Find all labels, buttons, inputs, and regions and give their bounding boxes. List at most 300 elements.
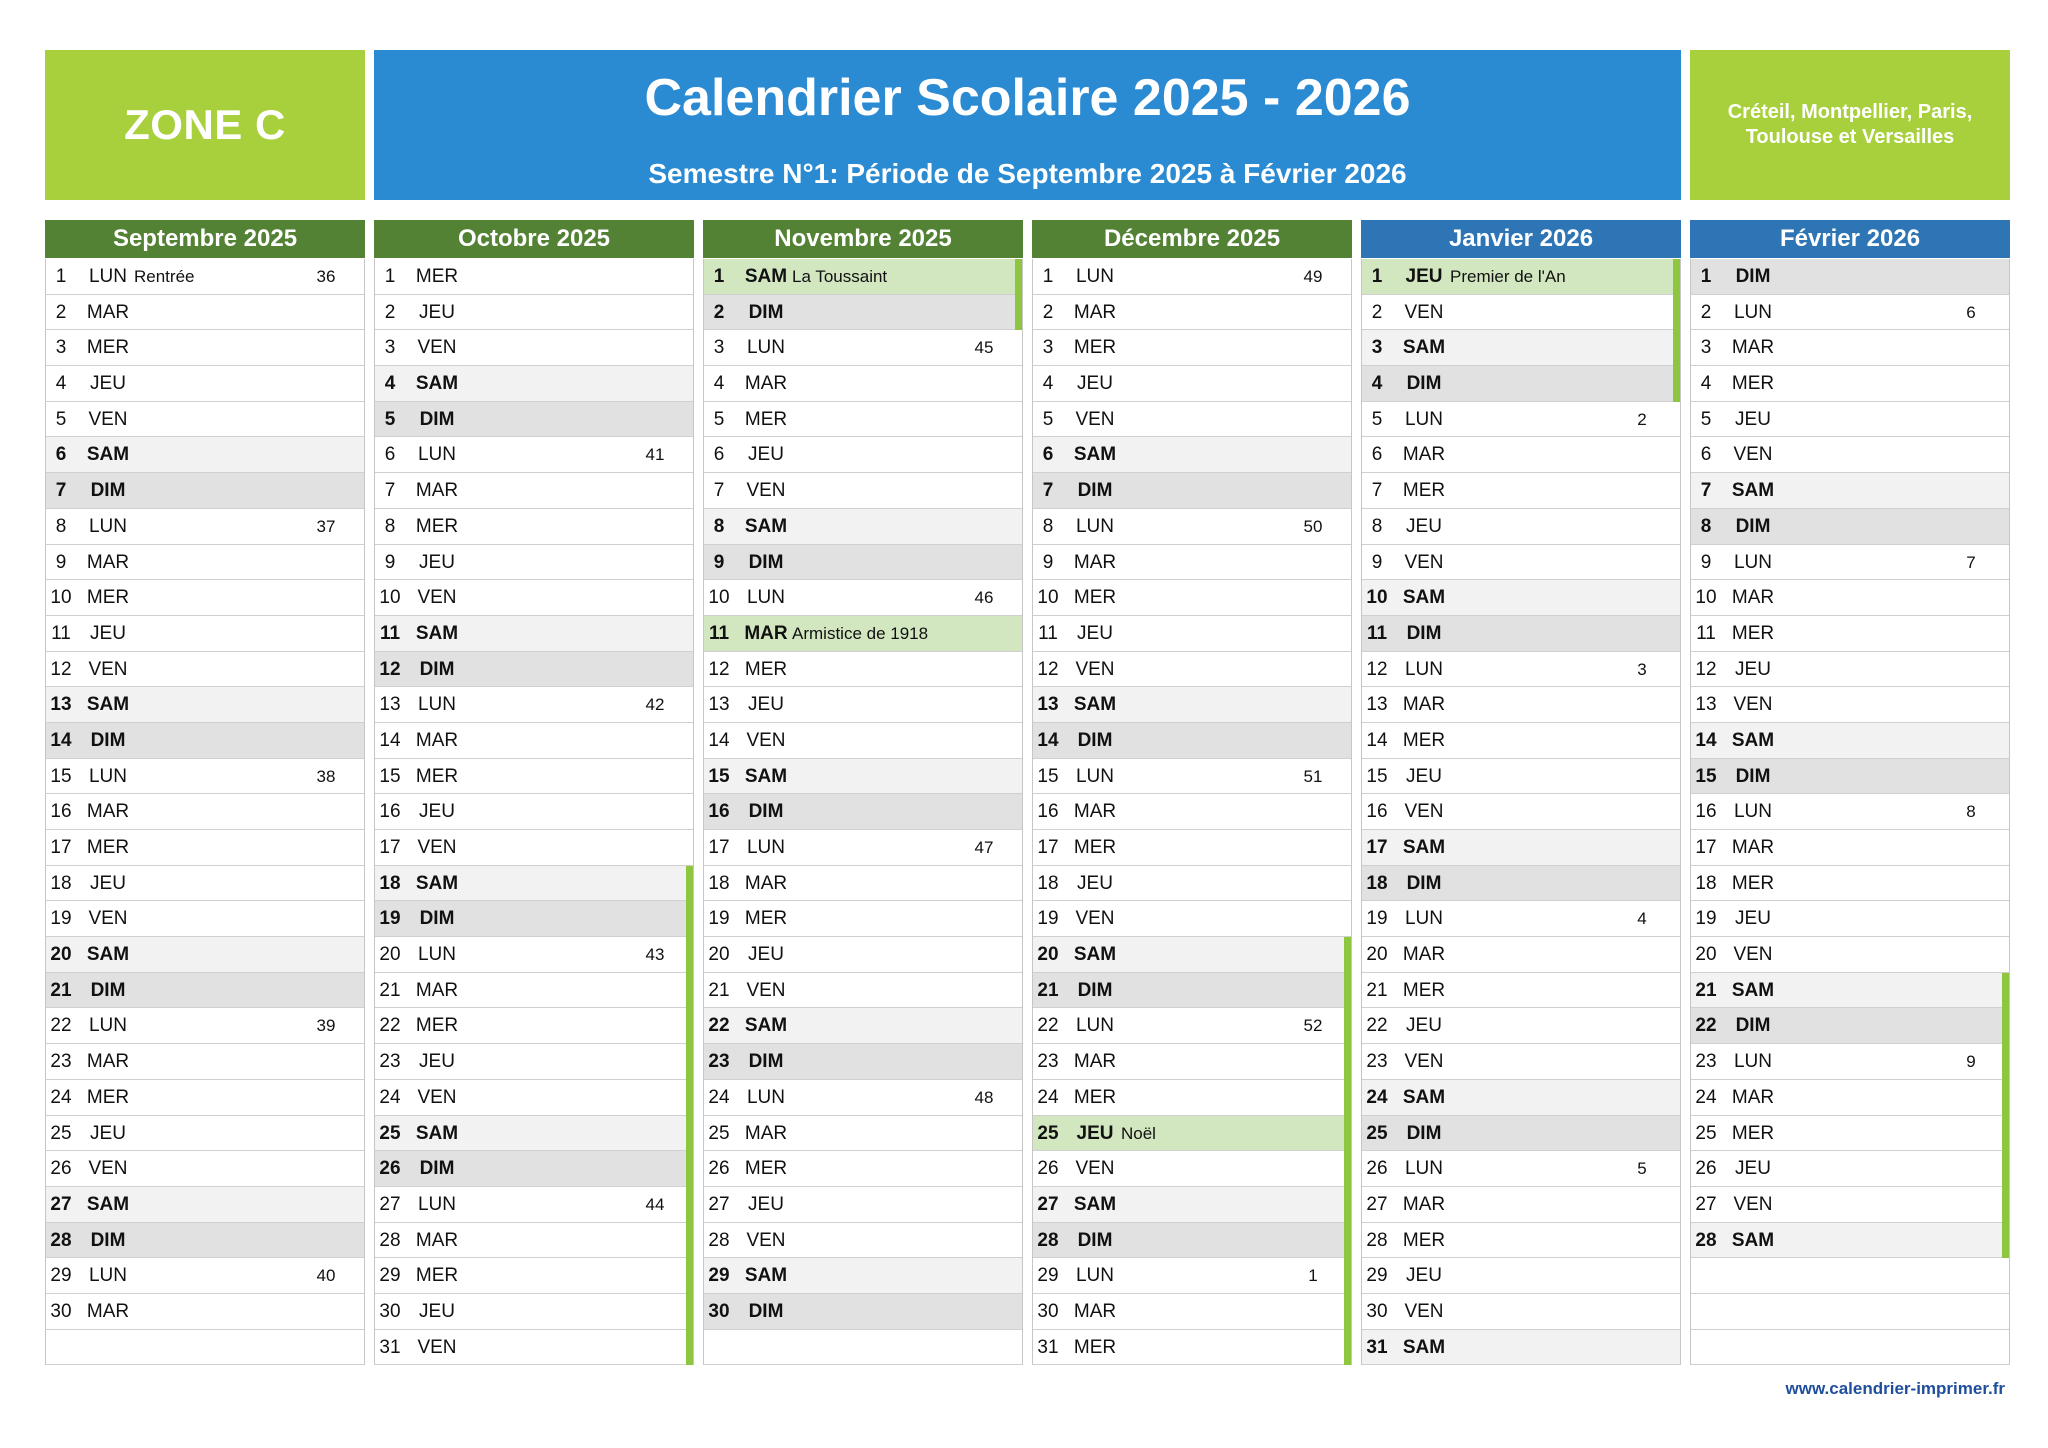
day-row [1362,687,1680,723]
event-label: Rentrée [134,267,195,286]
day-row [1033,1223,1351,1259]
day-number: 30 [708,1300,730,1322]
day-number: 18 [708,872,730,894]
day-row [704,509,1022,545]
day-name: MER [1073,1086,1117,1108]
day-number: 24 [1695,1086,1717,1108]
day-name: JEU [90,622,126,644]
day-row [704,1187,1022,1223]
empty-row [46,1330,364,1366]
day-name: SAM [1402,587,1446,609]
day-number: 7 [384,480,396,502]
day-number: 16 [1037,801,1059,823]
day-number: 5 [713,408,725,430]
day-name: DIM [419,408,455,430]
day-number: 22 [50,1015,72,1037]
day-row [375,1187,693,1223]
day-name: JEU [748,444,784,466]
day-name: SAM [1402,1336,1446,1358]
day-name: DIM [748,551,784,573]
month-column [1361,220,1681,1365]
day-number: 6 [1700,444,1712,466]
vacation-bar [2002,1080,2009,1116]
day-row [1362,973,1680,1009]
day-row [1691,973,2009,1009]
day-name: DIM [1735,266,1771,287]
day-name: VEN [1404,1051,1444,1073]
day-row [1362,1294,1680,1330]
day-number: 15 [379,765,401,787]
day-name: JEU [1077,373,1113,395]
day-row [1033,1116,1351,1152]
day-number: 25 [1037,1122,1059,1144]
day-number: 7 [713,480,725,502]
day-number: 11 [708,622,730,644]
day-row [1033,973,1351,1009]
day-number: 25 [1366,1122,1388,1144]
day-row [1033,616,1351,652]
day-name: VEN [1075,908,1115,930]
day-name: MAR [1073,801,1117,823]
day-name: VEN [1404,1300,1444,1322]
day-row [1691,687,2009,723]
day-number: 10 [379,587,401,609]
day-row [704,901,1022,937]
vacation-bar [1344,1187,1351,1223]
vacation-bar [686,1044,693,1080]
week-number: 39 [316,1016,336,1036]
week-number: 5 [1637,1159,1647,1179]
day-number: 9 [384,551,396,573]
day-list [703,259,1023,1365]
day-row [704,794,1022,830]
day-name: SAM [744,266,788,287]
day-name: JEU [90,1122,126,1144]
day-name: LUN [417,694,456,716]
day-number: 24 [708,1086,730,1108]
week-number: 51 [1303,766,1323,786]
day-name: SAM [1402,337,1446,359]
day-name: VEN [417,337,457,359]
month-column [1032,220,1352,1365]
vacation-bar [1673,259,1680,295]
day-number: 30 [1366,1300,1388,1322]
day-row [1691,866,2009,902]
day-name: LUN [746,337,785,359]
day-list [1032,259,1352,1365]
week-number: 48 [974,1087,994,1107]
day-number: 28 [1695,1229,1717,1251]
day-number: 17 [1695,837,1717,858]
vacation-bar [686,1080,693,1116]
day-number: 1 [1700,266,1712,287]
day-name: JEU [1406,765,1442,787]
day-row [375,830,693,866]
day-name: MAR [1073,1051,1117,1073]
day-name: VEN [1733,1193,1773,1215]
day-name: DIM [1406,872,1442,894]
week-number: 6 [1966,302,1976,322]
day-name: LUN [1075,765,1114,787]
holiday-label: La Toussaint [792,267,888,286]
zone-label: ZONE C [124,101,286,148]
day-row [1362,1151,1680,1187]
day-row [375,402,693,438]
day-number: 20 [708,944,730,966]
day-name: LUN [746,837,785,858]
day-name: SAM [1402,837,1446,858]
day-number: 17 [50,837,72,858]
day-row [46,687,364,723]
day-number: 23 [1366,1051,1388,1073]
day-row [1362,1258,1680,1294]
day-row [375,687,693,723]
day-row [375,1258,693,1294]
day-name: SAM [744,515,788,537]
day-row [46,616,364,652]
day-number: 30 [1037,1300,1059,1322]
day-number: 20 [1037,944,1059,966]
vacation-bar [1344,1294,1351,1330]
day-name: VEN [1733,944,1773,966]
day-name: MAR [744,1122,788,1144]
day-row [46,1008,364,1044]
day-name: DIM [90,979,126,1001]
day-number: 28 [1366,1229,1388,1251]
day-name: DIM [90,1229,126,1251]
day-number: 5 [55,408,67,430]
day-number: 5 [384,408,396,430]
empty-row [704,1330,1022,1366]
day-number: 13 [1037,694,1059,716]
day-name: SAM [86,694,130,716]
vacation-bar [686,973,693,1009]
day-name: SAM [1731,480,1775,502]
day-number: 13 [379,694,401,716]
week-number: 50 [1303,516,1323,536]
day-name: MER [1402,480,1446,502]
week-number: 37 [316,516,336,536]
day-number: 31 [1366,1336,1388,1358]
day-row [46,1187,364,1223]
day-row [1033,1258,1351,1294]
month-column [374,220,694,1365]
day-name: JEU [1735,408,1771,430]
day-name: SAM [1073,944,1117,966]
day-row [704,580,1022,616]
day-number: 21 [708,979,730,1001]
day-name: JEU [1077,622,1113,644]
day-name: MER [1073,337,1117,359]
footer-url: www.calendrier-imprimer.fr [1785,1379,2005,1398]
week-number: 8 [1966,802,1976,822]
day-row [375,973,693,1009]
vacation-bar [1344,1116,1351,1152]
day-name: DIM [1077,480,1113,502]
holiday-label: Noël [1121,1123,1156,1143]
day-number: 18 [1366,872,1388,894]
week-number: 45 [974,338,994,358]
day-name: JEU [1735,1158,1771,1180]
day-row [46,973,364,1009]
day-row [1362,1044,1680,1080]
day-number: 22 [379,1015,401,1037]
day-number: 17 [379,837,401,858]
day-row [1033,723,1351,759]
day-name: MAR [1402,444,1446,466]
day-row [375,1330,693,1366]
day-name: JEU [748,944,784,966]
day-name: SAM [1731,979,1775,1001]
day-row [1691,580,2009,616]
day-name: DIM [1406,1122,1442,1144]
day-row [46,402,364,438]
day-name: DIM [1077,979,1113,1001]
day-name: LUN [417,444,456,466]
day-row [375,545,693,581]
day-row [1362,723,1680,759]
month-header: Septembre 2025 [45,220,365,258]
day-row [1362,509,1680,545]
day-row [1033,509,1351,545]
day-number: 23 [1695,1051,1717,1073]
day-name: VEN [1404,551,1444,573]
vacation-bar [1673,330,1680,366]
day-name: MER [1731,872,1775,894]
day-number: 10 [1366,587,1388,609]
week-number: 46 [974,588,994,608]
day-number: 12 [1366,658,1388,680]
day-number: 22 [1366,1015,1388,1037]
day-name: DIM [1077,1229,1113,1251]
day-row [1691,830,2009,866]
day-name: VEN [746,480,786,502]
day-name: VEN [1733,444,1773,466]
day-row [375,1151,693,1187]
day-row [704,259,1022,295]
day-row [1362,437,1680,473]
day-number: 16 [708,801,730,823]
day-row [1691,509,2009,545]
empty-row [1691,1330,2009,1366]
day-number: 4 [1371,373,1383,395]
day-number: 29 [708,1265,730,1287]
day-number: 4 [713,373,725,395]
day-name: MAR [1073,1300,1117,1322]
day-number: 19 [1366,908,1388,930]
day-name: SAM [86,444,130,466]
week-number: 7 [1966,552,1976,572]
day-name: JEU [419,301,455,323]
day-name: MER [1402,729,1446,751]
vacation-bar [2002,973,2009,1009]
vacation-bar [2002,1187,2009,1223]
day-name: MAR [1731,337,1775,359]
day-name: MAR [415,729,459,751]
day-row [375,759,693,795]
day-row [46,330,364,366]
day-number: 2 [713,301,725,323]
day-row [704,1116,1022,1152]
day-row [1033,473,1351,509]
day-number: 12 [708,658,730,680]
day-name: LUN [1733,301,1772,323]
day-number: 13 [708,694,730,716]
day-row [704,937,1022,973]
day-row [1362,616,1680,652]
day-name: DIM [90,729,126,751]
day-number: 15 [1695,765,1717,787]
day-number: 3 [1371,337,1383,359]
day-name: SAM [1073,694,1117,716]
day-number: 20 [1695,944,1717,966]
day-name: JEU [1406,1015,1442,1037]
day-number: 19 [379,908,401,930]
day-number: 9 [713,551,725,573]
day-name: DIM [748,301,784,323]
day-number: 18 [1037,872,1059,894]
day-row [375,1080,693,1116]
day-number: 22 [1037,1015,1059,1037]
day-row [1691,937,2009,973]
day-number: 10 [50,587,72,609]
day-number: 14 [379,729,401,751]
day-row [704,402,1022,438]
day-name: LUN [1404,1158,1443,1180]
day-row [1033,1187,1351,1223]
day-name: LUN [746,1086,785,1108]
holiday-label: Premier de l'An [1450,267,1566,286]
day-name: MER [415,1265,459,1287]
day-row [46,1044,364,1080]
day-number: 12 [379,658,401,680]
day-number: 26 [50,1158,72,1180]
day-name: LUN [1404,658,1443,680]
vacation-bar [686,1294,693,1330]
day-row [1691,366,2009,402]
day-number: 28 [50,1229,72,1251]
day-number: 22 [708,1015,730,1037]
day-number: 27 [1695,1193,1717,1215]
week-number: 49 [1303,267,1323,286]
day-row [375,794,693,830]
day-number: 18 [379,872,401,894]
day-row [46,295,364,331]
day-number: 9 [1371,551,1383,573]
day-name: MER [744,658,788,680]
day-name: JEU [90,373,126,395]
day-name: MAR [415,480,459,502]
vacation-bar [1344,1151,1351,1187]
day-number: 5 [1700,408,1712,430]
day-row [1362,330,1680,366]
week-number: 4 [1637,909,1647,929]
day-row [375,616,693,652]
day-name: LUN [417,1193,456,1215]
day-number: 17 [708,837,730,858]
day-row [1362,545,1680,581]
day-list [1361,259,1681,1365]
day-row [46,366,364,402]
vacation-bar [1015,295,1022,331]
day-number: 6 [713,444,725,466]
day-row [704,830,1022,866]
day-row [704,366,1022,402]
day-row [1033,580,1351,616]
day-row [704,1008,1022,1044]
day-row [1362,366,1680,402]
day-number: 11 [1038,622,1058,644]
day-number: 4 [55,373,67,395]
day-row [1691,473,2009,509]
day-number: 3 [55,337,67,359]
vacation-bar [1344,937,1351,973]
day-number: 27 [1366,1193,1388,1215]
day-name: VEN [1075,1158,1115,1180]
day-name: VEN [1404,301,1444,323]
day-row [1362,652,1680,688]
day-row [1033,830,1351,866]
day-name: MER [86,587,130,609]
day-number: 29 [379,1265,401,1287]
day-name: LUN [1404,908,1443,930]
day-number: 23 [1037,1051,1059,1073]
day-row [46,866,364,902]
day-row [1033,437,1351,473]
day-name: VEN [1404,801,1444,823]
vacation-bar [2002,1116,2009,1152]
day-number: 3 [713,337,725,359]
day-number: 24 [379,1086,401,1108]
title-banner [374,50,1681,200]
day-name: LUN [1733,551,1772,573]
day-number: 2 [55,301,67,323]
day-name: JEU [1076,1122,1114,1144]
day-name: VEN [88,1158,128,1180]
day-row [375,330,693,366]
day-row [46,437,364,473]
day-row [375,901,693,937]
holiday-label: Armistice de 1918 [792,623,929,643]
day-name: VEN [88,408,128,430]
day-row [375,580,693,616]
day-number: 8 [55,515,67,537]
day-row [1691,723,2009,759]
day-row [375,1223,693,1259]
month-header: Novembre 2025 [703,220,1023,258]
day-number: 13 [1695,694,1717,716]
day-number: 12 [50,658,72,680]
day-number: 15 [1366,765,1388,787]
day-name: JEU [748,694,784,716]
day-number: 27 [1037,1193,1059,1215]
day-name: SAM [86,1193,130,1215]
week-number: 38 [316,766,336,786]
day-number: 8 [713,515,725,537]
day-name: SAM [415,622,459,644]
day-row [1691,1080,2009,1116]
day-name: DIM [419,908,455,930]
day-name: MER [1402,1229,1446,1251]
day-row [704,545,1022,581]
day-number: 8 [384,515,396,537]
day-name: JEU [1406,515,1442,537]
region-box [1690,50,2010,200]
day-number: 14 [708,729,730,751]
day-row [1033,330,1351,366]
vacation-bar [686,1116,693,1152]
day-row [1691,652,2009,688]
